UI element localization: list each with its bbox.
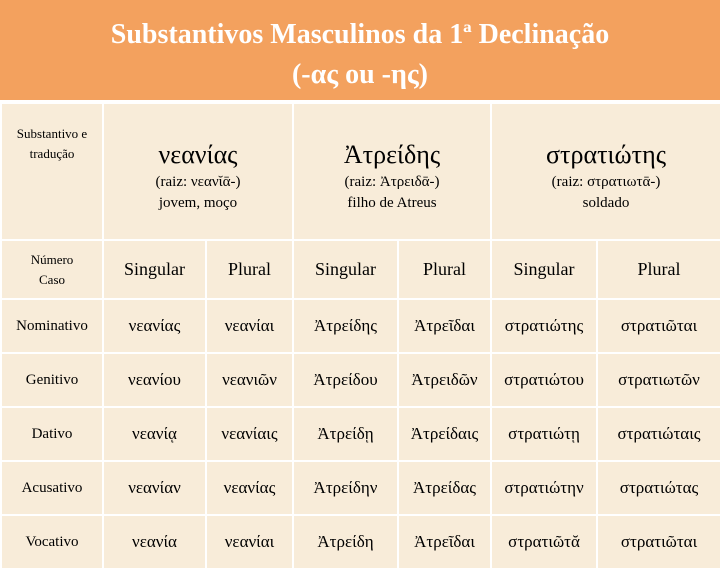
- form-cell: στρατιώτην: [491, 461, 597, 515]
- form-cell: νεανίαι: [206, 299, 293, 353]
- form-cell: νεανίαι: [206, 515, 293, 569]
- form-cell: στρατιώταις: [597, 407, 720, 461]
- noun-header-row: [1, 103, 720, 240]
- number-header-cell: Plural: [206, 240, 293, 299]
- form-cell: νεανίας: [103, 299, 206, 353]
- form-cell: νεανίαις: [206, 407, 293, 461]
- form-cell: στρατιώτου: [491, 353, 597, 407]
- form-cell: Ἀτρείδαις: [398, 407, 491, 461]
- form-cell: στρατιώτῃ: [491, 407, 597, 461]
- noun-root: (raiz: νεανῐᾱ-): [155, 173, 241, 190]
- table-row: [1, 515, 720, 569]
- form-cell: νεανίαν: [103, 461, 206, 515]
- form-cell: νεανία: [103, 515, 206, 569]
- form-cell: στρατιωτῶν: [597, 353, 720, 407]
- form-cell: στρατιώτης: [491, 299, 597, 353]
- form-cell: στρατιῶται: [597, 299, 720, 353]
- noun-translation: filho de Atreus: [347, 194, 437, 211]
- case-name-cell: Nominativo: [1, 299, 103, 353]
- noun-word: Ἀτρείδης: [343, 139, 441, 169]
- noun-translation: jovem, moço: [158, 194, 238, 211]
- corner-label-line-1: Substantivo e: [16, 126, 88, 141]
- number-header-cell: Singular: [491, 240, 597, 299]
- corner-label-cell: [1, 103, 103, 240]
- form-cell: στρατιῶτᾰ: [491, 515, 597, 569]
- form-cell: Ἀτρείδας: [398, 461, 491, 515]
- noun-root: (raiz: Ἀτρειδᾱ-): [344, 173, 440, 190]
- form-cell: Ἀτρείδῃ: [293, 407, 398, 461]
- noun-header-cell: [293, 103, 491, 240]
- form-cell: νεανίου: [103, 353, 206, 407]
- case-name-cell: Genitivo: [1, 353, 103, 407]
- form-cell: Ἀτρείδην: [293, 461, 398, 515]
- form-cell: στρατιῶται: [597, 515, 720, 569]
- form-cell: Ἀτρεῖδαι: [398, 515, 491, 569]
- form-cell: Ἀτρείδου: [293, 353, 398, 407]
- form-cell: Ἀτρείδης: [293, 299, 398, 353]
- form-cell: στρατιώτας: [597, 461, 720, 515]
- number-header-cell: Plural: [398, 240, 491, 299]
- table-row: [1, 353, 720, 407]
- number-header-cell: Singular: [293, 240, 398, 299]
- form-cell: νεανίᾳ: [103, 407, 206, 461]
- number-case-label-cell: [1, 240, 103, 299]
- noun-header-cell: [103, 103, 293, 240]
- form-cell: νεανίας: [206, 461, 293, 515]
- number-label: Número: [30, 251, 74, 267]
- title-bar: [0, 0, 720, 102]
- noun-word: νεανίας: [158, 139, 238, 169]
- noun-translation: soldado: [582, 194, 630, 211]
- number-row: [1, 240, 720, 299]
- case-name-cell: Dativo: [1, 407, 103, 461]
- title-line-2: (-ας ou -ης): [291, 59, 429, 90]
- table-row: [1, 407, 720, 461]
- case-name-cell: Vocativo: [1, 515, 103, 569]
- table-row: [1, 461, 720, 515]
- corner-label-line-2: tradução: [29, 146, 75, 161]
- form-cell: Ἀτρειδῶν: [398, 353, 491, 407]
- table-row: [1, 299, 720, 353]
- noun-root: (raiz: στρατιωτᾱ-): [551, 173, 661, 190]
- form-cell: Ἀτρείδη: [293, 515, 398, 569]
- form-cell: Ἀτρεῖδαι: [398, 299, 491, 353]
- number-header-cell: Singular: [103, 240, 206, 299]
- noun-header-cell: [491, 103, 720, 240]
- case-name-cell: Acusativo: [1, 461, 103, 515]
- declension-table: [0, 102, 720, 570]
- case-label: Caso: [39, 271, 65, 287]
- form-cell: νεανιῶν: [206, 353, 293, 407]
- title-line-1: Substantivos Masculinos da 1ª Declinação: [110, 19, 610, 50]
- noun-word: στρατιώτης: [546, 139, 666, 169]
- number-header-cell: Plural: [597, 240, 720, 299]
